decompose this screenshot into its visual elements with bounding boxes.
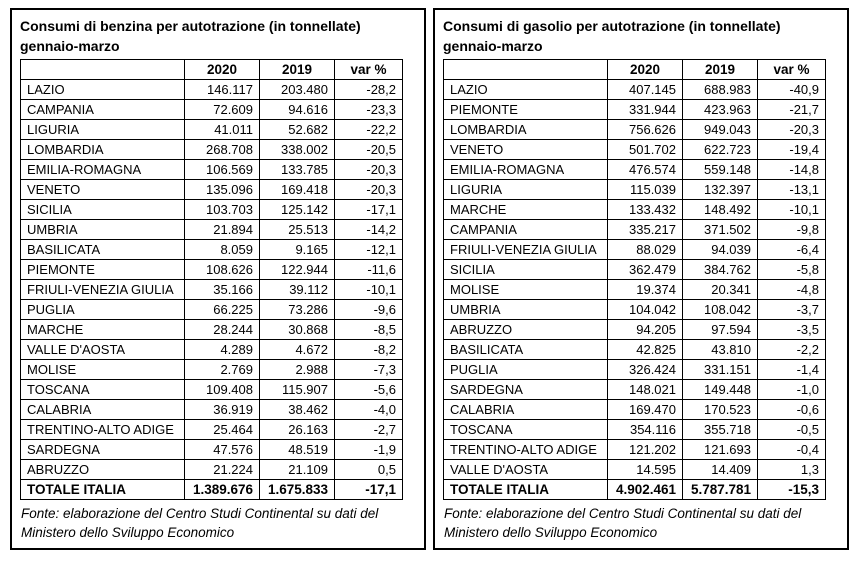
cell-region: BASILICATA <box>444 340 608 360</box>
cell-var: -3,5 <box>758 320 826 340</box>
benzina-panel <box>10 8 426 550</box>
cell-2019: 97.594 <box>683 320 758 340</box>
cell-2019: 622.723 <box>683 140 758 160</box>
cell-region: LIGURIA <box>21 120 185 140</box>
cell-2019: 125.142 <box>260 200 335 220</box>
cell-region: PUGLIA <box>21 300 185 320</box>
cell-region: UMBRIA <box>444 300 608 320</box>
cell-2020: 28.244 <box>185 320 260 340</box>
table-row <box>21 220 403 240</box>
total-row <box>444 480 826 500</box>
gasolio-panel <box>433 8 849 550</box>
cell-2020: 36.919 <box>185 400 260 420</box>
cell-2020: 72.609 <box>185 100 260 120</box>
cell-2020: 148.021 <box>608 380 683 400</box>
cell-var: -21,7 <box>758 100 826 120</box>
cell-2020: 42.825 <box>608 340 683 360</box>
cell-var: -11,6 <box>335 260 403 280</box>
cell-total-var: -17,1 <box>335 480 403 500</box>
cell-region: LOMBARDIA <box>21 140 185 160</box>
cell-2019: 122.944 <box>260 260 335 280</box>
cell-total-var: -15,3 <box>758 480 826 500</box>
gasolio-title: Consumi di gasolio per autotrazione (in tonnellate) <box>443 18 781 34</box>
cell-2019: 26.163 <box>260 420 335 440</box>
table-row <box>444 440 826 460</box>
table-row <box>444 120 826 140</box>
col-header-2020: 2020 <box>185 60 260 80</box>
cell-var: -10,1 <box>335 280 403 300</box>
table-row <box>21 200 403 220</box>
cell-2019: 14.409 <box>683 460 758 480</box>
cell-var: -1,0 <box>758 380 826 400</box>
cell-region: ABRUZZO <box>21 460 185 480</box>
total-row <box>21 480 403 500</box>
cell-region: BASILICATA <box>21 240 185 260</box>
table-row <box>444 160 826 180</box>
cell-region: MARCHE <box>21 320 185 340</box>
table-row <box>444 280 826 300</box>
cell-total-2019: 1.675.833 <box>260 480 335 500</box>
cell-region: PIEMONTE <box>444 100 608 120</box>
cell-2019: 48.519 <box>260 440 335 460</box>
cell-2020: 135.096 <box>185 180 260 200</box>
cell-2019: 559.148 <box>683 160 758 180</box>
cell-2020: 21.224 <box>185 460 260 480</box>
cell-region: LIGURIA <box>444 180 608 200</box>
cell-2019: 688.983 <box>683 80 758 100</box>
table-row <box>444 260 826 280</box>
cell-var: -4,8 <box>758 280 826 300</box>
cell-2019: 170.523 <box>683 400 758 420</box>
cell-region: LAZIO <box>21 80 185 100</box>
table-row <box>444 240 826 260</box>
cell-2020: 326.424 <box>608 360 683 380</box>
cell-var: -6,4 <box>758 240 826 260</box>
cell-2019: 94.039 <box>683 240 758 260</box>
table-row <box>21 380 403 400</box>
cell-2020: 8.059 <box>185 240 260 260</box>
cell-2019: 203.480 <box>260 80 335 100</box>
cell-2019: 331.151 <box>683 360 758 380</box>
cell-2020: 331.944 <box>608 100 683 120</box>
cell-var: -13,1 <box>758 180 826 200</box>
table-row <box>21 140 403 160</box>
cell-2019: 52.682 <box>260 120 335 140</box>
cell-2019: 43.810 <box>683 340 758 360</box>
cell-2020: 354.116 <box>608 420 683 440</box>
table-row <box>21 360 403 380</box>
table-row <box>444 220 826 240</box>
table-row <box>444 140 826 160</box>
table-row <box>444 80 826 100</box>
cell-2019: 108.042 <box>683 300 758 320</box>
cell-2020: 2.769 <box>185 360 260 380</box>
gasolio-table <box>443 59 826 500</box>
cell-region: UMBRIA <box>21 220 185 240</box>
cell-2020: 146.117 <box>185 80 260 100</box>
cell-var: -19,4 <box>758 140 826 160</box>
cell-2019: 371.502 <box>683 220 758 240</box>
cell-2020: 106.569 <box>185 160 260 180</box>
col-header-2020: 2020 <box>608 60 683 80</box>
table-row <box>444 180 826 200</box>
cell-2019: 4.672 <box>260 340 335 360</box>
table-row <box>21 100 403 120</box>
cell-2020: 756.626 <box>608 120 683 140</box>
cell-2020: 104.042 <box>608 300 683 320</box>
col-header-var: var % <box>335 60 403 80</box>
table-row <box>21 80 403 100</box>
cell-region: SICILIA <box>21 200 185 220</box>
table-row <box>21 160 403 180</box>
col-header-2019: 2019 <box>683 60 758 80</box>
cell-region: CAMPANIA <box>21 100 185 120</box>
cell-2020: 19.374 <box>608 280 683 300</box>
table-row <box>444 320 826 340</box>
cell-2019: 355.718 <box>683 420 758 440</box>
cell-2019: 423.963 <box>683 100 758 120</box>
table-row <box>21 280 403 300</box>
cell-2020: 362.479 <box>608 260 683 280</box>
cell-2020: 121.202 <box>608 440 683 460</box>
table-row <box>444 380 826 400</box>
cell-var: -20,3 <box>758 120 826 140</box>
cell-total-2019: 5.787.781 <box>683 480 758 500</box>
cell-region: TOSCANA <box>444 420 608 440</box>
cell-2020: 41.011 <box>185 120 260 140</box>
cell-2020: 94.205 <box>608 320 683 340</box>
cell-total-2020: 4.902.461 <box>608 480 683 500</box>
table-row <box>444 300 826 320</box>
table-row <box>21 400 403 420</box>
col-header-var: var % <box>758 60 826 80</box>
cell-2019: 30.868 <box>260 320 335 340</box>
cell-var: -14,2 <box>335 220 403 240</box>
header-row <box>444 60 826 80</box>
cell-region: CALABRIA <box>444 400 608 420</box>
table-row <box>444 360 826 380</box>
cell-var: -8,2 <box>335 340 403 360</box>
cell-region: MOLISE <box>21 360 185 380</box>
cell-var: -4,0 <box>335 400 403 420</box>
cell-2020: 335.217 <box>608 220 683 240</box>
table-row <box>21 420 403 440</box>
cell-region: SARDEGNA <box>444 380 608 400</box>
cell-region: EMILIA-ROMAGNA <box>21 160 185 180</box>
cell-region: PUGLIA <box>444 360 608 380</box>
cell-region: TRENTINO-ALTO ADIGE <box>21 420 185 440</box>
cell-2020: 268.708 <box>185 140 260 160</box>
benzina-table <box>20 59 403 500</box>
cell-2019: 132.397 <box>683 180 758 200</box>
cell-var: -14,8 <box>758 160 826 180</box>
cell-2020: 47.576 <box>185 440 260 460</box>
cell-var: -0,4 <box>758 440 826 460</box>
table-row <box>21 460 403 480</box>
cell-total-label: TOTALE ITALIA <box>444 480 608 500</box>
cell-2019: 20.341 <box>683 280 758 300</box>
cell-var: 1,3 <box>758 460 826 480</box>
cell-var: -3,7 <box>758 300 826 320</box>
corner-cell <box>444 60 608 80</box>
cell-region: SARDEGNA <box>21 440 185 460</box>
cell-2019: 38.462 <box>260 400 335 420</box>
cell-var: -8,5 <box>335 320 403 340</box>
table-row <box>21 320 403 340</box>
cell-var: -20,3 <box>335 180 403 200</box>
header-row <box>21 60 403 80</box>
cell-region: TOSCANA <box>21 380 185 400</box>
cell-total-2020: 1.389.676 <box>185 480 260 500</box>
cell-2020: 476.574 <box>608 160 683 180</box>
cell-var: -7,3 <box>335 360 403 380</box>
col-header-2019: 2019 <box>260 60 335 80</box>
cell-2020: 501.702 <box>608 140 683 160</box>
benzina-source-note: Fonte: elaborazione del Centro Studi Continental su dati del Ministero dello Sviluppo Economico <box>21 506 379 540</box>
cell-region: VALLE D'AOSTA <box>444 460 608 480</box>
cell-2019: 133.785 <box>260 160 335 180</box>
cell-region: MOLISE <box>444 280 608 300</box>
gasolio-source-note: Fonte: elaborazione del Centro Studi Continental su dati del Ministero dello Sviluppo Economico <box>444 506 802 540</box>
cell-var: -1,9 <box>335 440 403 460</box>
cell-region: LOMBARDIA <box>444 120 608 140</box>
cell-var: -0,6 <box>758 400 826 420</box>
cell-2019: 338.002 <box>260 140 335 160</box>
cell-var: -5,8 <box>758 260 826 280</box>
cell-2020: 88.029 <box>608 240 683 260</box>
cell-2019: 949.043 <box>683 120 758 140</box>
cell-2020: 25.464 <box>185 420 260 440</box>
cell-var: 0,5 <box>335 460 403 480</box>
table-row <box>21 120 403 140</box>
cell-total-label: TOTALE ITALIA <box>21 480 185 500</box>
cell-var: -28,2 <box>335 80 403 100</box>
cell-var: -0,5 <box>758 420 826 440</box>
table-row <box>444 340 826 360</box>
cell-region: ABRUZZO <box>444 320 608 340</box>
table-row <box>21 260 403 280</box>
cell-region: CALABRIA <box>21 400 185 420</box>
cell-region: VALLE D'AOSTA <box>21 340 185 360</box>
table-row <box>21 300 403 320</box>
cell-2019: 384.762 <box>683 260 758 280</box>
cell-var: -17,1 <box>335 200 403 220</box>
cell-var: -1,4 <box>758 360 826 380</box>
cell-2019: 169.418 <box>260 180 335 200</box>
cell-2019: 2.988 <box>260 360 335 380</box>
cell-var: -2,2 <box>758 340 826 360</box>
table-row <box>21 240 403 260</box>
gasolio-subtitle: gennaio-marzo <box>443 38 543 54</box>
cell-2020: 109.408 <box>185 380 260 400</box>
cell-2020: 14.595 <box>608 460 683 480</box>
cell-2020: 103.703 <box>185 200 260 220</box>
table-row <box>21 440 403 460</box>
cell-2019: 73.286 <box>260 300 335 320</box>
cell-region: FRIULI-VENEZIA GIULIA <box>444 240 608 260</box>
cell-region: VENETO <box>444 140 608 160</box>
table-row <box>21 340 403 360</box>
cell-2019: 9.165 <box>260 240 335 260</box>
cell-var: -2,7 <box>335 420 403 440</box>
cell-2019: 21.109 <box>260 460 335 480</box>
table-row <box>444 200 826 220</box>
cell-var: -12,1 <box>335 240 403 260</box>
cell-2020: 4.289 <box>185 340 260 360</box>
cell-2020: 133.432 <box>608 200 683 220</box>
cell-2019: 148.492 <box>683 200 758 220</box>
cell-2019: 25.513 <box>260 220 335 240</box>
cell-region: MARCHE <box>444 200 608 220</box>
cell-region: VENETO <box>21 180 185 200</box>
cell-2020: 108.626 <box>185 260 260 280</box>
cell-region: EMILIA-ROMAGNA <box>444 160 608 180</box>
cell-2020: 21.894 <box>185 220 260 240</box>
cell-2019: 115.907 <box>260 380 335 400</box>
cell-2019: 121.693 <box>683 440 758 460</box>
cell-var: -9,8 <box>758 220 826 240</box>
corner-cell <box>21 60 185 80</box>
cell-2020: 407.145 <box>608 80 683 100</box>
table-row <box>21 180 403 200</box>
cell-2020: 115.039 <box>608 180 683 200</box>
table-row <box>444 460 826 480</box>
table-row <box>444 100 826 120</box>
benzina-subtitle: gennaio-marzo <box>20 38 120 54</box>
cell-var: -20,5 <box>335 140 403 160</box>
table-row <box>444 400 826 420</box>
cell-region: LAZIO <box>444 80 608 100</box>
cell-var: -5,6 <box>335 380 403 400</box>
cell-region: PIEMONTE <box>21 260 185 280</box>
cell-var: -23,3 <box>335 100 403 120</box>
cell-region: CAMPANIA <box>444 220 608 240</box>
cell-2019: 94.616 <box>260 100 335 120</box>
cell-2019: 39.112 <box>260 280 335 300</box>
cell-var: -40,9 <box>758 80 826 100</box>
cell-var: -22,2 <box>335 120 403 140</box>
cell-var: -20,3 <box>335 160 403 180</box>
cell-2019: 149.448 <box>683 380 758 400</box>
cell-region: TRENTINO-ALTO ADIGE <box>444 440 608 460</box>
benzina-title: Consumi di benzina per autotrazione (in tonnellate) <box>20 18 361 34</box>
cell-2020: 169.470 <box>608 400 683 420</box>
cell-region: SICILIA <box>444 260 608 280</box>
cell-2020: 66.225 <box>185 300 260 320</box>
table-row <box>444 420 826 440</box>
cell-region: FRIULI-VENEZIA GIULIA <box>21 280 185 300</box>
cell-var: -9,6 <box>335 300 403 320</box>
cell-2020: 35.166 <box>185 280 260 300</box>
cell-var: -10,1 <box>758 200 826 220</box>
